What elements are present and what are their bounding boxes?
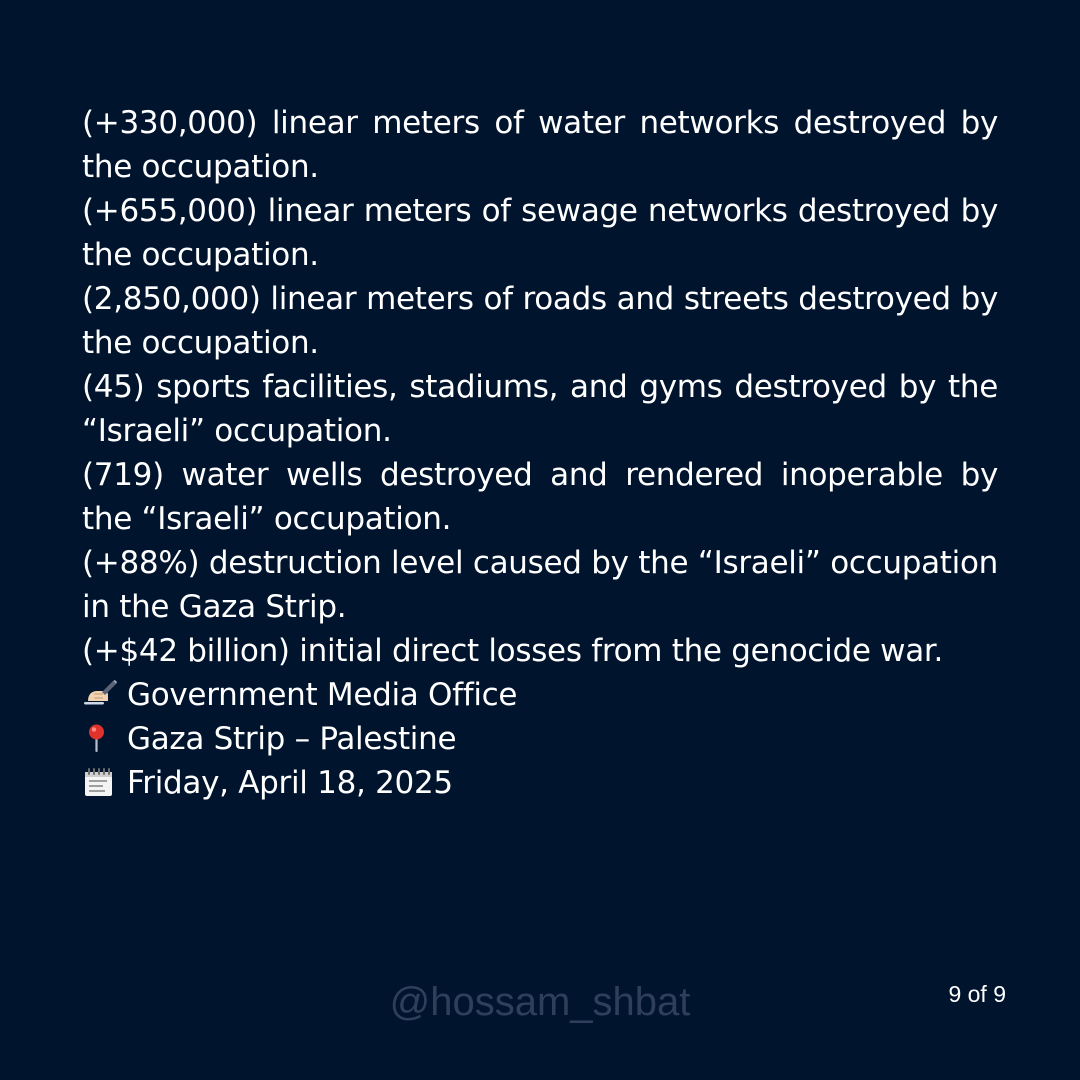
signature-source-text: Government Media Office xyxy=(127,677,518,713)
round-pushpin-icon xyxy=(82,721,118,751)
stat-direct-losses: (+$42 billion) initial direct losses from the genocide war. xyxy=(82,633,944,669)
stat-sports-facilities: (45) sports facilities, stadiums, and gyms destroyed by the “Israeli” occupation. xyxy=(82,369,998,449)
stat-water-wells: (719) water wells destroyed and rendered inoperable by the “Israeli” occupation. xyxy=(82,457,998,537)
writing-hand-icon xyxy=(82,677,118,707)
author-handle: @hossam_shbat xyxy=(389,980,691,1024)
stat-roads-streets: (2,850,000) linear meters of roads and streets destroyed by the occupation. xyxy=(82,281,998,361)
signature-source xyxy=(82,673,998,717)
signature-date-text: Friday, April 18, 2025 xyxy=(127,765,453,801)
signature-location-text: Gaza Strip – Palestine xyxy=(127,721,457,757)
stat-destruction-level: (+88%) destruction level caused by the “Israeli” occupation in the Gaza Strip. xyxy=(82,545,998,625)
spiral-calendar-icon xyxy=(82,765,118,795)
stat-water-networks: (+330,000) linear meters of water networks destroyed by the occupation. xyxy=(82,105,998,185)
stat-sewage-networks: (+655,000) linear meters of sewage networks destroyed by the occupation. xyxy=(82,193,998,273)
post-body xyxy=(82,101,998,805)
page-counter: 9 of 9 xyxy=(948,981,1006,1007)
signature-location xyxy=(82,717,998,761)
signature-date xyxy=(82,761,998,805)
